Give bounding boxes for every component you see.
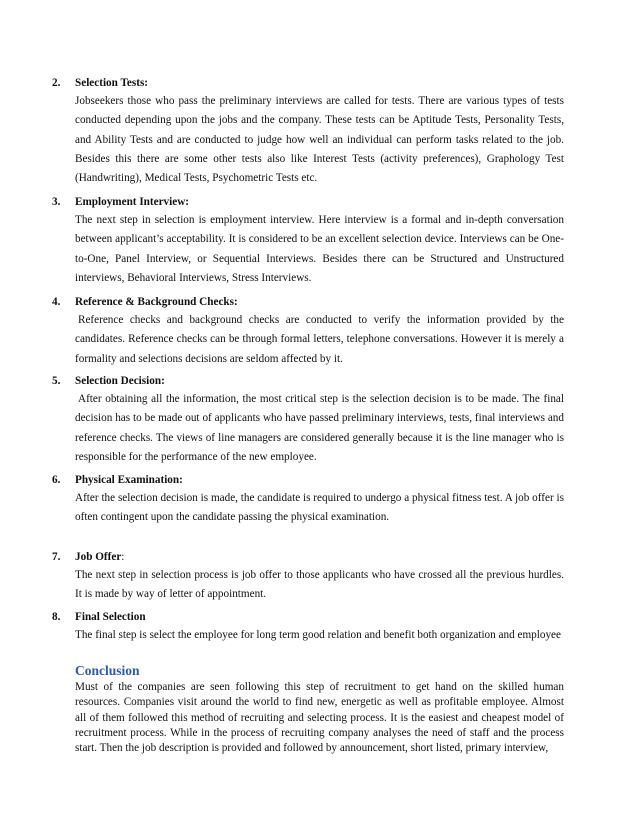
conclusion-heading: Conclusion: [75, 663, 140, 678]
section-title: Final Selection: [75, 611, 146, 623]
section-employment-interview: [52, 195, 564, 288]
section-body: After the selection decision is made, the candidate is required to undergo a physical fitness test. A job offer is often contingent upon the candidate passing the physical examination.: [75, 492, 564, 524]
section-body: The next step in selection is employment interview. Here interview is a formal and in-depth conversation between applicant’s acceptability. It is considered to be an excellent selection device. Interviews can be One-to-One, Panel Interview, or Sequential Interviews. Besides there can be Structured and Unstructured interviews, Behavioral Interviews, Stress Interviews.: [75, 214, 564, 284]
section-heading: [52, 610, 564, 626]
section-heading: [52, 374, 564, 390]
section-number: 2.: [52, 77, 61, 89]
section-heading: [52, 550, 564, 566]
section-number: 5.: [52, 375, 61, 387]
section-final-selection: [52, 610, 564, 645]
section-number: 3.: [52, 196, 61, 208]
section-selection-tests: [52, 76, 564, 188]
section-body: Reference checks and background checks are conducted to verify the information provided by the candidates. Reference checks can be through formal letters, telephone conversations. However it is merely a formality and selections decisions are seldom affected by it.: [75, 314, 564, 365]
section-heading: [52, 295, 564, 311]
section-title: Employment Interview:: [75, 196, 190, 208]
section-job-offer: [52, 550, 564, 605]
section-number: 7.: [52, 551, 61, 563]
section-title: Selection Decision:: [75, 375, 165, 387]
section-number: 4.: [52, 296, 61, 308]
section-title: Job Offer:: [75, 551, 125, 563]
section-title: Physical Examination:: [75, 474, 183, 486]
section-heading: [52, 195, 564, 211]
section-number: 8.: [52, 611, 61, 623]
section-body: The next step in selection process is job offer to those applicants who have crossed all the previous hurdles. It is made by way of letter of appointment.: [75, 569, 564, 601]
section-selection-decision: [52, 374, 564, 467]
conclusion-body: Must of the companies are seen following this step of recruitment to get hand on the skilled human resources. Companies visit around the world to find new, energetic as well as profitable employee. Almost all of them followed this method of recruiting and selecting process. It is the easiest and cheapest model of recruitment process. While in the process of recruiting company analyses the need of staff and the process start. Then the job description is provided and followed by announcement, short listed, primary interview,: [75, 681, 564, 755]
section-number: 6.: [52, 474, 61, 486]
section-title: Selection Tests:: [75, 77, 149, 89]
section-body: The final step is select the employee for long term good relation and benefit both organization and employee: [75, 629, 561, 641]
section-reference-checks: [52, 295, 564, 369]
section-body: After obtaining all the information, the most critical step is the selection decision is to be made. The final decision has to be made out of applicants who have passed preliminary interviews, tests, final interviews and reference checks. The views of line managers are considered generally because it is the line manager who is responsible for the performance of the new employee.: [75, 393, 564, 463]
section-title: Reference & Background Checks:: [75, 296, 238, 308]
section-heading: [52, 473, 564, 489]
section-heading: [52, 76, 564, 92]
section-physical-examination: [52, 473, 564, 528]
section-body: Jobseekers those who pass the preliminary interviews are called for tests. There are various types of tests conducted depending upon the jobs and the company. These tests can be Aptitude Tests, Personality Tests, and Ability Tests and are conducted to judge how well an individual can perform tasks related to the job. Besides this there are some other tests also like Interest Tests (activity preferences), Graphology Test (Handwriting), Medical Tests, Psychometric Tests etc.: [75, 95, 564, 185]
